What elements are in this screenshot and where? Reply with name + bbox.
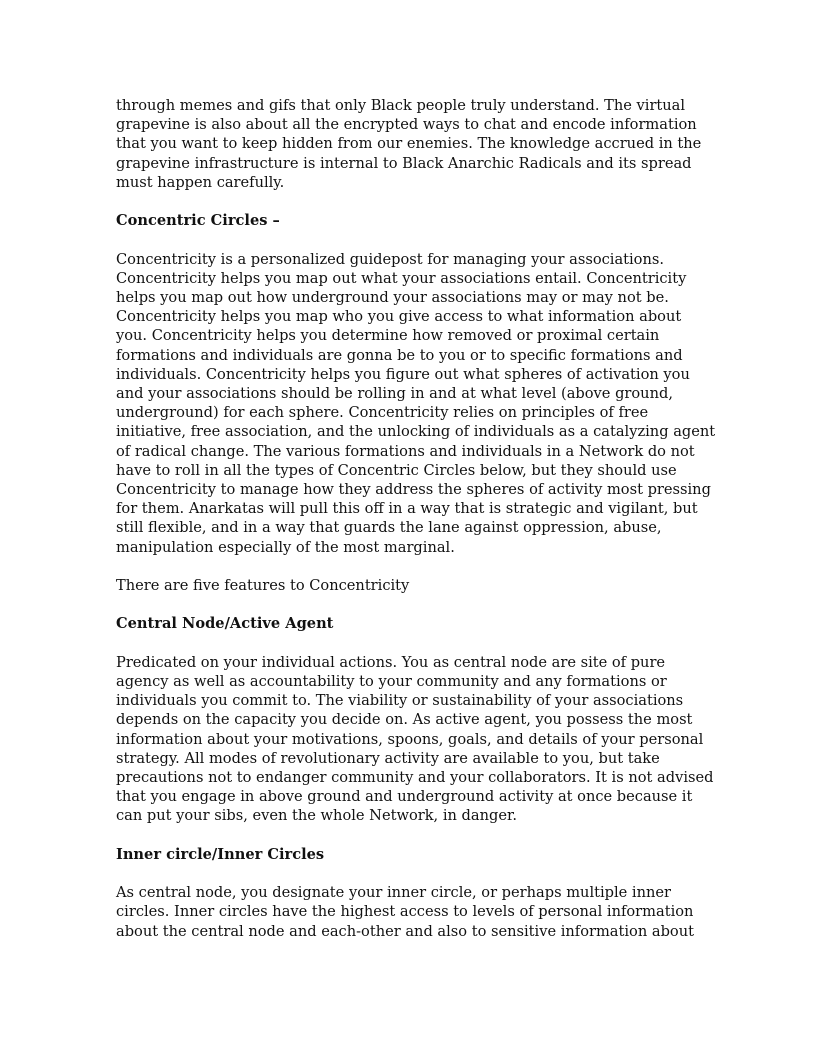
paragraph-inner-circle: As central node, you designate your inner circle, or perhaps multiple inner circles. Inner circles have the highest access to levels of personal information about the central node and each-other and also to sensitive information about <box>116 884 694 940</box>
document-page <box>116 96 716 941</box>
paragraph-concentricity-definition: Concentricity is a personalized guidepost for managing your associations. Concentricity helps you map out what your associations entail. Concentricity helps you map out how underground your associations may or may not be. Concentricity helps you map who you give access to what information about you. Concentricity helps you determine how removed or proximal certain formations and individuals are gonna be to you or to specific formations and individuals. Concentricity helps you figure out what spheres of activation you and your associations should be rolling in and at what level (above ground, underground) for each sphere. Concentricity relies on principles of free initiative, free association, and the unlocking of individuals as a catalyzing agent of radical change. The various formations and individuals in a Network do not have to roll in all the types of Concentric Circles below, but they should use Concentricity to manage how they address the spheres of activity most pressing for them. Anarkatas will pull this off in a way that is strategic and vigilant, but still flexible, and in a way that guards the lane against oppression, abuse, manipulation especially of the most marginal. <box>116 250 716 556</box>
paragraph-central-node: Predicated on your individual actions. You as central node are site of pure agency as well as accountability to your community and any formations or individuals you commit to. The viability or sustainability of your associations depends on the capacity you decide on. As active agent, you possess the most information about your motivations, spoons, goals, and details of your personal strategy. All modes of revolutionary activity are available to you, but take precautions not to endanger community and your collaborators. It is not advised that you engage in above ground and underground activity at once because it can put your sibs, even the whole Network, in danger. <box>116 653 714 825</box>
heading-central-node: Central Node/Active Agent <box>116 615 334 633</box>
paragraph-five-features: There are five features to Concentricity <box>116 577 410 595</box>
paragraph-grapevine-continuation: through memes and gifs that only Black people truly understand. The virtual grapevine is also about all the encrypted ways to chat and encode information that you want to keep hidden from our enemies. The knowledge accrued in the grapevine infrastructure is internal to Black Anarchic Radicals and its spread must happen carefully. <box>116 97 702 191</box>
heading-inner-circle: Inner circle/Inner Circles <box>116 845 325 863</box>
heading-concentric-circles: Concentric Circles – <box>116 212 280 230</box>
